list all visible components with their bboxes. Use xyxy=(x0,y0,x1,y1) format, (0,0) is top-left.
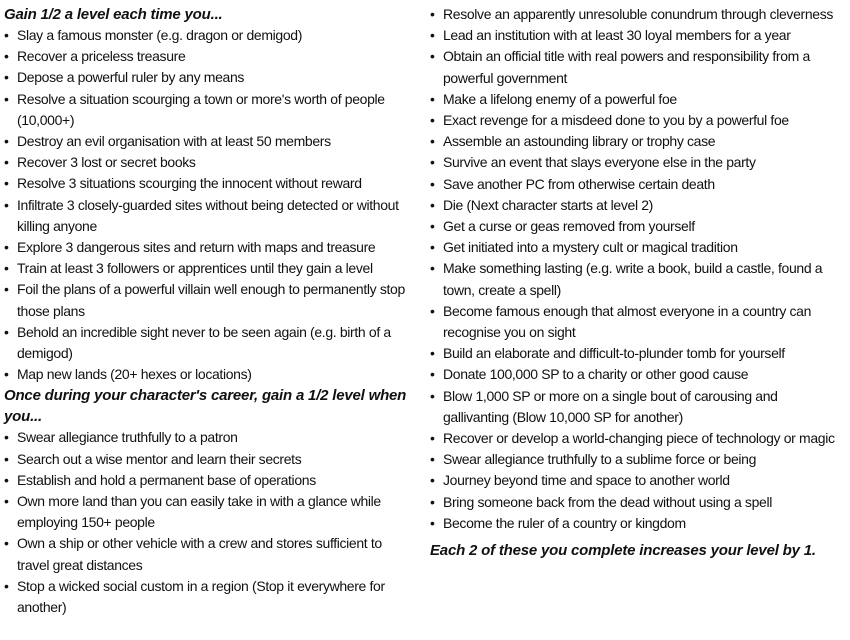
list-item: • Get a curse or geas removed from yourself xyxy=(430,216,840,237)
repeatable-milestones-list xyxy=(4,25,414,385)
once-per-career-list xyxy=(4,427,414,618)
list-item: • Foil the plans of a powerful villain well enough to permanently stop those plans xyxy=(4,279,414,321)
list-item: • Donate 100,000 SP to a charity or other good cause xyxy=(430,364,840,385)
list-item: • Own more land than you can easily take in with a glance while employing 150+ people xyxy=(4,491,414,533)
list-item: • Become famous enough that almost everyone in a country can recognise you on sight xyxy=(430,301,840,343)
list-item: • Become the ruler of a country or kingdom xyxy=(430,513,840,534)
list-item: • Search out a wise mentor and learn their secrets xyxy=(4,449,414,470)
list-item: • Assemble an astounding library or trophy case xyxy=(430,131,840,152)
list-item: • Make something lasting (e.g. write a book, build a castle, found a town, create a spell) xyxy=(430,258,840,300)
list-item: • Recover 3 lost or secret books xyxy=(4,152,414,173)
list-item: • Train at least 3 followers or apprentices until they gain a level xyxy=(4,258,414,279)
list-item: • Journey beyond time and space to another world xyxy=(430,470,840,491)
footer-rule-note: Each 2 of these you complete increases your level by 1. xyxy=(430,542,816,560)
list-item: • Exact revenge for a misdeed done to you by a powerful foe xyxy=(430,110,840,131)
list-item: • Resolve a situation scourging a town or more's worth of people (10,000+) xyxy=(4,89,414,131)
list-item: • Get initiated into a mystery cult or magical tradition xyxy=(430,237,840,258)
list-item: • Map new lands (20+ hexes or locations) xyxy=(4,364,414,385)
list-item: • Explore 3 dangerous sites and return with maps and treasure xyxy=(4,237,414,258)
list-item: • Behold an incredible sight never to be seen again (e.g. birth of a demigod) xyxy=(4,322,414,364)
list-item: • Resolve an apparently unresoluble conundrum through cleverness xyxy=(430,4,840,25)
once-per-career-list-continued xyxy=(430,4,840,534)
list-item: • Bring someone back from the dead without using a spell xyxy=(430,492,840,513)
list-item: • Resolve 3 situations scourging the innocent without reward xyxy=(4,173,414,194)
list-item: • Die (Next character starts at level 2) xyxy=(430,195,840,216)
list-item: • Depose a powerful ruler by any means xyxy=(4,67,414,88)
list-item: • Recover a priceless treasure xyxy=(4,46,414,67)
list-item: • Slay a famous monster (e.g. dragon or demigod) xyxy=(4,25,414,46)
list-item: • Make a lifelong enemy of a powerful foe xyxy=(430,89,840,110)
left-column xyxy=(4,4,414,618)
list-item: • Establish and hold a permanent base of operations xyxy=(4,470,414,491)
right-column xyxy=(430,4,840,561)
list-item: • Recover or develop a world-changing piece of technology or magic xyxy=(430,428,840,449)
list-item: • Infiltrate 3 closely-guarded sites without being detected or without killing anyone xyxy=(4,195,414,237)
list-item: • Stop a wicked social custom in a region (Stop it everywhere for another) xyxy=(4,576,414,618)
list-item: • Swear allegiance truthfully to a patron xyxy=(4,427,414,448)
section-heading-gain-half-level: Gain 1/2 a level each time you... xyxy=(4,6,223,23)
list-item: • Save another PC from otherwise certain death xyxy=(430,174,840,195)
list-item: • Blow 1,000 SP or more on a single bout of carousing and gallivanting (Blow 10,000 SP for another) xyxy=(430,386,840,428)
list-item: • Own a ship or other vehicle with a crew and stores sufficient to travel great distances xyxy=(4,533,414,575)
list-item: • Swear allegiance truthfully to a sublime force or being xyxy=(430,449,840,470)
list-item: • Survive an event that slays everyone else in the party xyxy=(430,152,840,173)
list-item: • Lead an institution with at least 30 loyal members for a year xyxy=(430,25,840,46)
list-item: • Destroy an evil organisation with at least 50 members xyxy=(4,131,414,152)
section-heading-once-per-career: Once during your character's career, gain a 1/2 level when you... xyxy=(4,387,407,426)
list-item: • Build an elaborate and difficult-to-plunder tomb for yourself xyxy=(430,343,840,364)
list-item: • Obtain an official title with real powers and responsibility from a powerful government xyxy=(430,46,840,88)
